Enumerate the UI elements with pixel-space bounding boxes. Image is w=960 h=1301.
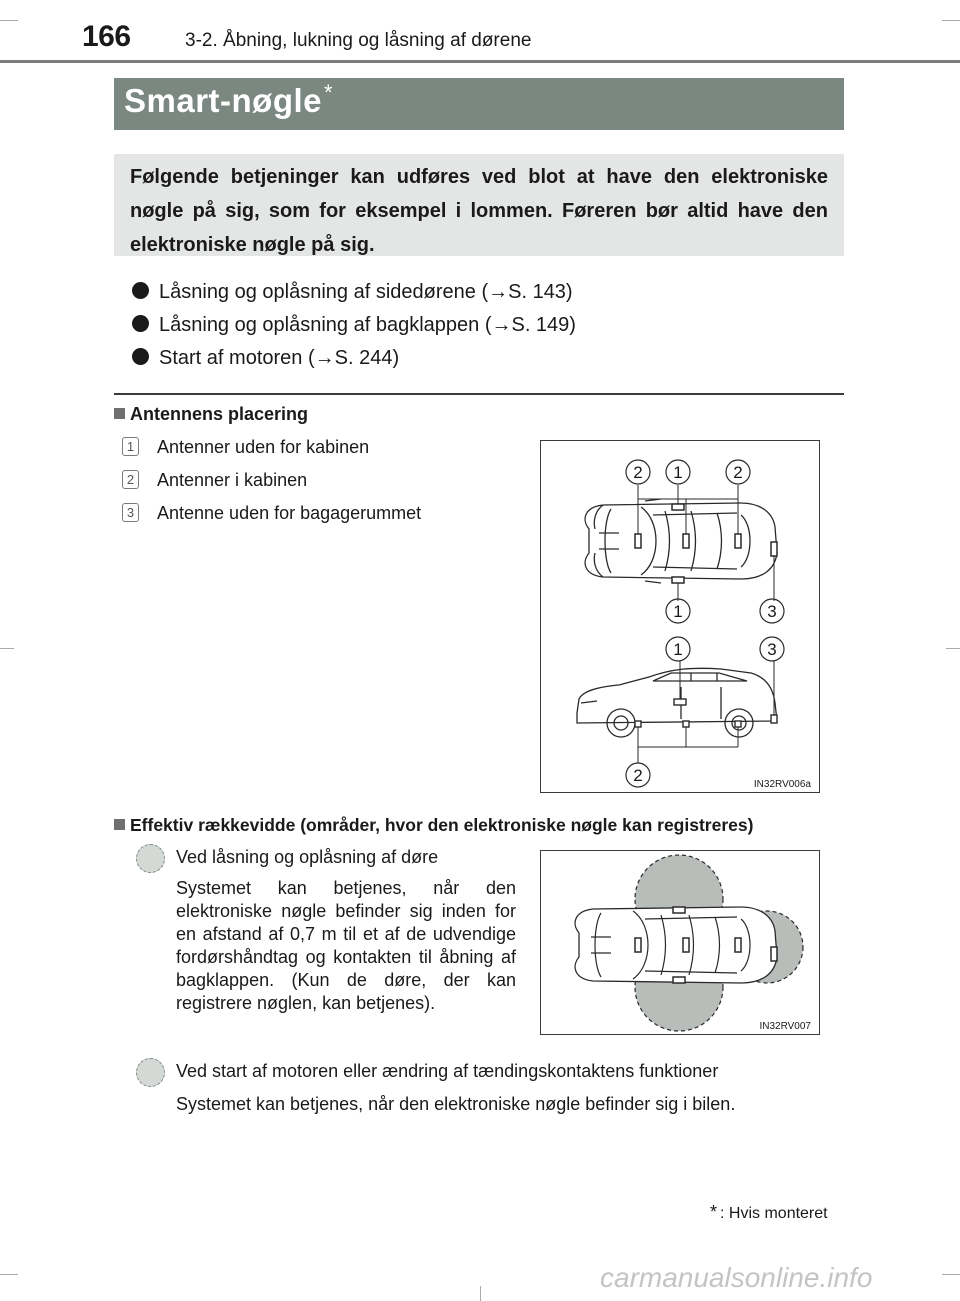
bullet-dot-icon [132, 282, 149, 299]
intro-text: Følgende betjeninger kan udføres ved blot at have den elektroniske nøgle på sig, som for eksempel i lommen. Føreren bør altid have den elektroniske nøgle på sig. [130, 166, 828, 256]
bullet-item [132, 347, 399, 370]
range-figure [540, 850, 820, 1035]
callout-bottom: 2 [633, 766, 643, 785]
range-item-title: Ved låsning og oplåsning af døre [176, 847, 439, 867]
square-bullet-icon [114, 819, 125, 830]
trim-mark [0, 1274, 18, 1275]
trim-mark [946, 648, 960, 649]
bullet-text: Låsning og oplåsning af bagklappen (→S. 149) [159, 314, 576, 336]
antenna-label: Antenne uden for bagagerummet [157, 503, 422, 523]
trim-mark [0, 648, 14, 649]
trim-mark [942, 1274, 960, 1275]
square-bullet-icon [114, 408, 125, 419]
callout-mid-1: 1 [673, 602, 683, 621]
callout-top-1: 2 [633, 463, 643, 482]
callout-side-2: 3 [767, 640, 777, 659]
bullet-text: Start af motoren (→S. 244) [159, 347, 400, 369]
antenna-heading [114, 404, 308, 425]
antenna-list-item [122, 470, 307, 491]
antenna-list-item [122, 437, 369, 458]
trim-mark [480, 1286, 481, 1301]
footnote-star: * [710, 1202, 718, 1222]
callout-mid-2: 3 [767, 602, 777, 621]
footnote-text: : Hvis monteret [720, 1205, 828, 1222]
antenna-label: Antenner i kabinen [157, 470, 308, 490]
bullet-dot-icon [132, 315, 149, 332]
section-title [124, 82, 333, 120]
chapter-title: 3-2. Åbning, lukning og låsning af dørene [185, 30, 532, 51]
trim-mark [0, 20, 18, 21]
detection-zone-icon [136, 844, 165, 873]
footnote [710, 1202, 828, 1223]
number-badge: 3 [122, 503, 139, 522]
callout-top-2: 1 [673, 463, 683, 482]
range-heading-text: Effektiv rækkevidde (områder, hvor den elektroniske nøgle kan registreres) [130, 815, 754, 835]
antenna-list-item [122, 503, 421, 524]
number-badge: 2 [122, 470, 139, 489]
antenna-heading-text: Antennens placering [130, 404, 309, 424]
bullet-item [132, 314, 576, 337]
detection-zone-icon [136, 1058, 165, 1087]
trim-mark [942, 20, 960, 21]
bullet-item [132, 281, 573, 304]
number-badge: 1 [122, 437, 139, 456]
range-item-body: Systemet kan betjenes, når den elektroniske nøgle befinder sig i bilen. [176, 1094, 736, 1114]
bullet-dot-icon [132, 348, 149, 365]
callout-top-3: 2 [733, 463, 743, 482]
optional-marker: * [324, 80, 334, 105]
watermark: carmanualsonline.info [600, 1262, 873, 1293]
range-item-title: Ved start af motoren eller ændring af tændingskontaktens funktioner [176, 1061, 719, 1081]
section-title-text: Smart-nøgle [124, 82, 323, 119]
car-antenna-illustration [541, 441, 819, 792]
figure-code: IN32RV007 [759, 1021, 811, 1032]
page-number: 166 [82, 20, 131, 53]
section-divider [114, 393, 844, 395]
header-rule [0, 60, 960, 63]
antenna-location-figure [540, 440, 820, 793]
range-heading [114, 815, 753, 836]
figure-code: IN32RV006a [753, 779, 811, 790]
range-item-body: Systemet kan betjenes, når den elektroniske nøgle befinder sig inden for en afstand af 0,7 m til et af de udvendige fordørshåndtag og kontakten til åbning af bagklappen. (Kun de døre, der kan registrere nøglen, kan betjenes). [176, 878, 516, 1013]
callout-side-1: 1 [673, 640, 683, 659]
antenna-label: Antenner uden for kabinen [157, 437, 370, 457]
detection-range-illustration [541, 851, 819, 1034]
bullet-text: Låsning og oplåsning af sidedørene (→S. 143) [159, 281, 573, 303]
